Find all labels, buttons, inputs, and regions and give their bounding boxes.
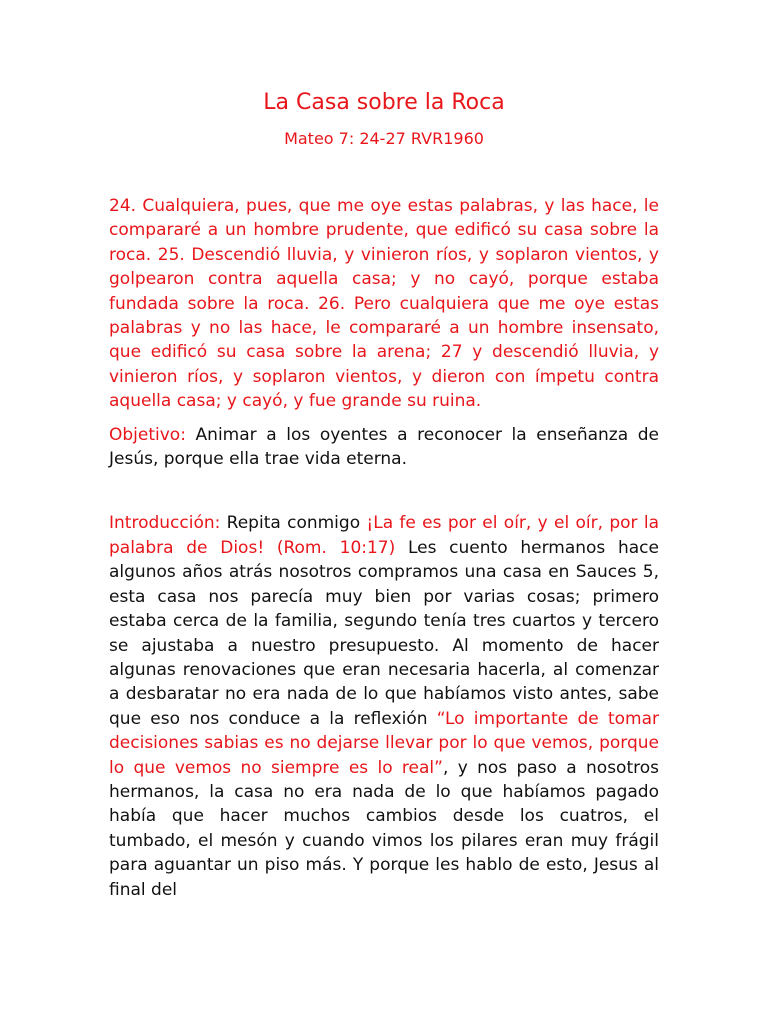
introduction-text-2: Les cuento hermanos hace algunos años atrás nosotros compramos una casa en Sauces 5, esta casa nos parecía muy bien por varias cosas; primero estaba cerca de la familia, segundo tenía tres cuartos y tercero se ajustaba a nuestro presupuesto. Al momento de hacer algunas renovaciones que eran necesaria hacerla, al comenzar a desbaratar no era nada de lo que habíamos visto antes, sabe que eso nos conduce a la reflexión [109,537,659,729]
introduction-label: Introducción: [109,513,221,534]
introduction-quote-2: “Lo importante de tomar decisiones sabias es no dejarse llevar por lo que vemos, porque lo que vemos no siempre es lo real” [109,708,659,778]
objective-paragraph [109,423,659,472]
document-title: La Casa sobre la Roca [263,90,505,115]
introduction-text-3: , y nos paso a nosotros hermanos, la casa no era nada de lo que habíamos pagado había que hacer muchos cambios desde los cuatros, el tumbado, el mesón y cuando vimos los pilares eran muy frágil para aguantar un piso más. Y porque les hablo de esto, Jesus al final del [109,757,659,900]
objective-label: Objetivo: [109,424,186,445]
objective-text: Animar a los oyentes a reconocer la enseñanza de Jesús, porque ella trae vida eterna. [109,424,659,470]
bible-reference: Mateo 7: 24-27 RVR1960 [284,129,484,148]
introduction-text-1: Repita conmigo [220,513,367,534]
introduction-quote-1: ¡La fe es por el oír, y el oír, por la palabra de Dios! (Rom. 10:17) [109,513,659,558]
verse-paragraph: 24. Cualquiera, pues, que me oye estas palabras, y las hace, le compararé a un hombre prudente, que edificó su casa sobre la roca. 25. Descendió lluvia, y vinieron ríos, y soplaron vientos, y golpearon contra aquella casa; y no cayó, porque estaba fundada sobre la roca. 26. Pero cualquiera que me oye estas palabras y no las hace, le compararé a un hombre insensato, que edificó su casa sobre la arena; 27 y descendió lluvia, y vinieron ríos, y soplaron vientos, y dieron con ímpetu contra aquella casa; y cayó, y fue grande su ruina. [109,196,659,412]
introduction-paragraph [109,511,659,902]
